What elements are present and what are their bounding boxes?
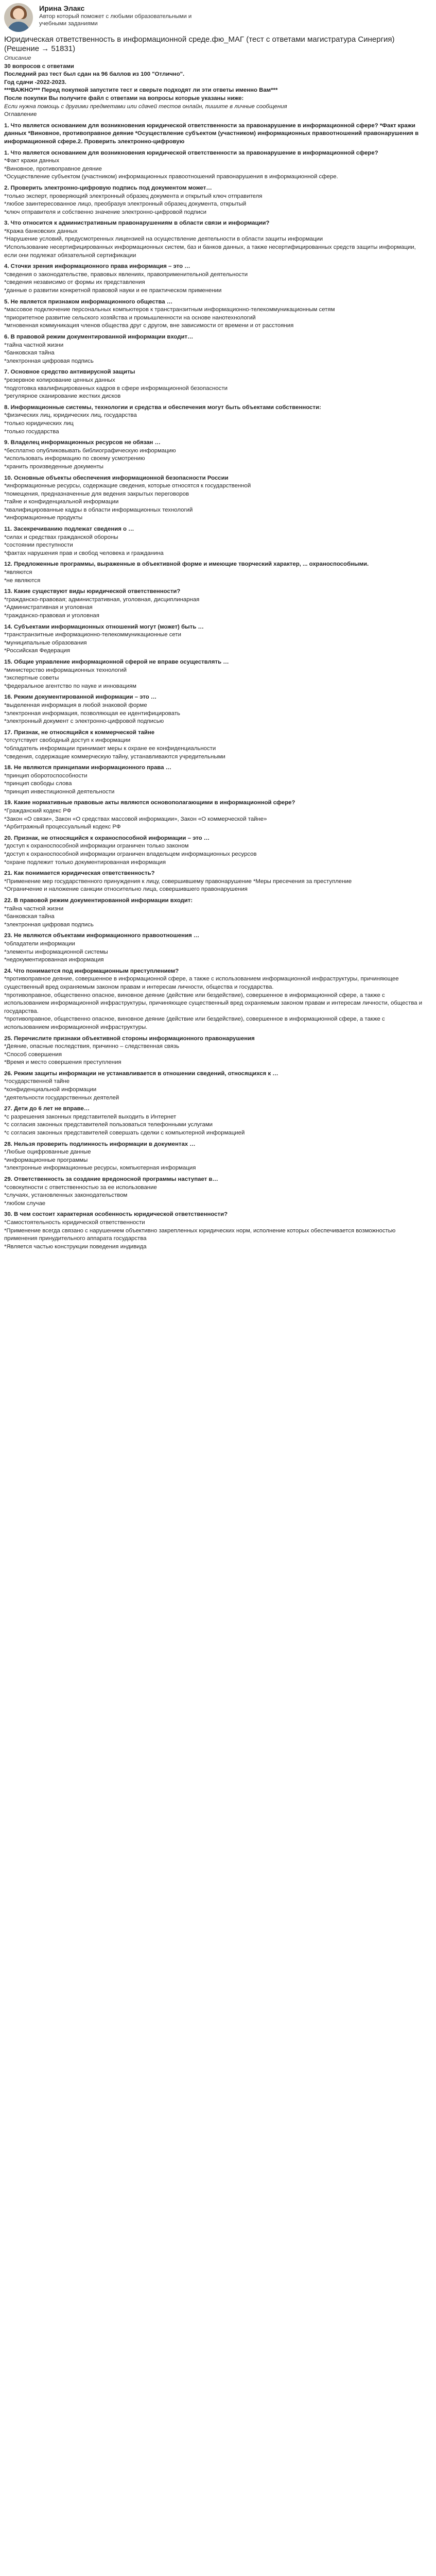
answer-option: *Ограничение и наложение санкции относительно лица, совершившего правонарушения xyxy=(4,886,248,893)
answer-option: *только эксперт, проверяющий электронный образец документа и открытый ключ отправителя xyxy=(4,193,263,199)
question-text: 11. Засекречиванию подлежат сведения о … xyxy=(4,526,134,533)
answer-option: *с согласия законных представителей пользоваться телефонными услугами xyxy=(4,1122,213,1128)
question-item xyxy=(4,1211,424,1251)
question-item xyxy=(4,404,424,436)
answer-option: *Нарушение условий, предусмотренных лицензией на осуществление деятельности в области защиты информации xyxy=(4,236,323,243)
author-name[interactable]: Ирина Элакс xyxy=(39,4,85,12)
answer-option: *обладатели информации xyxy=(4,940,75,947)
answer-option: *доступ к охраноспособной информации ограничен владельцем информационных ресурсов xyxy=(4,851,257,858)
answer-option: *деятельности государственных деятелей xyxy=(4,1094,119,1101)
question-item xyxy=(4,897,424,929)
answer-option: *муниципальные образования xyxy=(4,639,87,646)
author-block xyxy=(4,3,424,32)
question-text: 26. Режим защиты информации не устанавливается в отношении сведений, относящихся к … xyxy=(4,1070,278,1077)
answer-option: *Закон «О связи», Закон «О средствах массовой информации», Закон «О коммерческой тайне» xyxy=(4,816,267,822)
question-item xyxy=(4,932,424,964)
question-text: 9. Владелец информационных ресурсов не обязан … xyxy=(4,439,161,446)
question-item xyxy=(4,526,424,557)
author-description-line-2: учебными заданиями xyxy=(39,21,98,27)
answer-option: *противоправное деяние, совершенное в информационной сфере, а также с использованием информационной инфраструктуры, причиняющее существенный вред охраняемым законом правам и интересам личности, общества и государства. xyxy=(4,976,399,990)
answer-option: *принцип свободы слова xyxy=(4,781,72,787)
question-text: 19. Какие нормативные правовые акты являются основополагающими в информационной сфере? xyxy=(4,800,295,806)
question-text: 18. Не являются принципами информационного права … xyxy=(4,765,172,771)
question-text: 8. Информационные системы, технологии и средства и обеспечения могут быть объектами собственности: xyxy=(4,404,321,411)
answer-option: *информационные ресурсы, содержащие сведения, которые относятся к государственной xyxy=(4,483,251,489)
question-text: 2. Проверить электронно-цифровую подпись под документом может… xyxy=(4,184,212,191)
answer-option: *сведения о законодательстве, правовых явлениях, правоприменительной деятельности xyxy=(4,271,248,278)
answer-option: *с разрешения законных представителей выходить в Интернет xyxy=(4,1113,177,1120)
answer-option: *банковская тайна xyxy=(4,350,55,357)
question-text: 15. Общие управление информационной сферой не вправе осуществлять … xyxy=(4,658,229,665)
question-item xyxy=(4,1141,424,1173)
answer-option: *электронная цифровая подпись xyxy=(4,358,94,364)
intro-line: Год сдачи -2022-2023. xyxy=(4,79,66,86)
answer-option: *ключ отправителя и собственно значение электронно-цифровой подписи xyxy=(4,209,206,215)
page xyxy=(0,0,428,1259)
question-text: 14. Субъектами информационных отношений могут (может) быть … xyxy=(4,623,204,630)
intro-line: 30 вопросов с ответами xyxy=(4,63,74,70)
question-text: 1. Что является основанием для возникновения юридической ответственности за правонарушение в информационной сфере? *Факт кражи данных *Виновное, противоправное деяние *Осуществление субъектом (участником) информационных правоотношений правонарушения в информационной сфере.2. Проверить электронно-цифровую xyxy=(4,122,419,145)
answer-option: *регулярное сканирование жестких дисков xyxy=(4,393,121,400)
question-item xyxy=(4,623,424,655)
answer-option: *не являются xyxy=(4,577,41,584)
answer-option: *недокументированная информация xyxy=(4,957,104,963)
question-text: 7. Основное средство антивирусной защиты xyxy=(4,369,135,376)
answer-option: *сведения, содержащие коммерческую тайну, устанавливаются учредительными xyxy=(4,753,225,760)
answer-option: *подготовка квалифицированных кадров в сфере информационной безопасности xyxy=(4,385,228,392)
answer-option: *отсутствует свободный доступ к информации xyxy=(4,737,131,744)
answer-option: *только государства xyxy=(4,428,59,435)
question-text: 20. Признак, не относящийся к охраноспособной информации – это … xyxy=(4,835,210,841)
answer-option: *выделенная информация в любой знаковой форме xyxy=(4,702,147,708)
document-title: Юридическая ответственность в информационной среде.фю_МАГ (тест с ответами магистратура Синергия) (Решение → 51831) xyxy=(4,35,395,53)
answer-option: *только юридических лиц xyxy=(4,420,74,427)
question-text: 27. Дети до 6 лет не вправе… xyxy=(4,1106,90,1112)
answer-option: *хранить произведенные документы xyxy=(4,463,103,470)
intro-line: ***ВАЖНО*** Перед покупкой запустите тест и сверьте подходят ли эти ответы именно Вам*** xyxy=(4,87,278,94)
question-item xyxy=(4,149,424,181)
answer-option: *Арбитражный процессуальный кодекс РФ xyxy=(4,824,121,831)
answer-option: *обладатель информации принимает меры к охране ее конфиденциальности xyxy=(4,745,216,752)
question-item xyxy=(4,333,424,365)
answer-option: *Деяние, опасные последствия, причинно – следственная связь xyxy=(4,1043,180,1050)
question-text: 6. В правовой режим документированной информации входит… xyxy=(4,334,194,340)
answer-option: *тайна частной жизни xyxy=(4,342,64,348)
question-text: 30. В чем состоит характерная особенность юридической ответственности? xyxy=(4,1211,228,1218)
question-item xyxy=(4,1035,424,1067)
question-item xyxy=(4,729,424,761)
answer-option: *Любые оцифрованные данные xyxy=(4,1149,91,1156)
answer-option: *конфиденциальной информации xyxy=(4,1087,97,1093)
question-item xyxy=(4,693,424,725)
question-item xyxy=(4,184,424,216)
answer-option: *состоянии преступности xyxy=(4,542,73,549)
question-item xyxy=(4,263,424,295)
answer-option: *массовое подключение персональных компьютеров к транстранзитным информационно-телекоммуникационным сетям xyxy=(4,307,335,313)
question-item xyxy=(4,439,424,471)
answer-option: *Применение мер государственного принуждения к лицу, совершившему правонарушение *Меры пресечения за преступление xyxy=(4,878,352,885)
answer-option: *противоправное, общественно опасное, виновное деяние (действие или бездействие), совершенное в информационной сфере, а также с использованием информационной инфраструктуры. xyxy=(4,1016,385,1030)
answer-option: *любом случае xyxy=(4,1200,46,1207)
question-item xyxy=(4,561,424,585)
answer-option: *данные о развитии конкретной правовой науки и ее практическом применении xyxy=(4,287,222,294)
answer-option: *государственной тайне xyxy=(4,1078,70,1085)
question-text: 12. Предложенные программы, выраженные в объективной форме и имеющие творческий характер, ... охраноспособными. xyxy=(4,561,369,568)
question-text: 29. Ответственность за создание вредоносной программы наступает в… xyxy=(4,1176,218,1182)
answer-option: *Российская Федерация xyxy=(4,648,71,654)
answer-option: *банковская тайна xyxy=(4,913,55,920)
question-text: 3. Что относится к административным правонарушениям в области связи и информации? xyxy=(4,220,270,227)
answer-option: *принцип оборотоспособности xyxy=(4,772,88,779)
answer-option: *принцип инвестиционной деятельности xyxy=(4,788,115,795)
answer-option: *резервное копирование ценных данных xyxy=(4,377,115,383)
answer-option: *приоритетное развитие сельского хозяйства и промышленности на основе нанотехнологий xyxy=(4,314,256,321)
intro-line: Последний раз тест был сдан на 96 баллов из 100 "Отлично". xyxy=(4,71,185,78)
answer-option: *элементы информационной системы xyxy=(4,948,108,955)
intro-line: Оглавление xyxy=(4,111,37,118)
question-text: 1. Что является основанием для возникновения юридической ответственности за правонарушение в информационной сфере? xyxy=(4,149,378,156)
questions-list xyxy=(4,122,424,1251)
answer-option: *Факт кражи данных xyxy=(4,158,60,164)
answer-option: *бесплатно опубликовывать библиографическую информацию xyxy=(4,447,176,454)
question-item xyxy=(4,870,424,894)
question-text: 21. Как понимается юридическая ответственность? xyxy=(4,870,155,877)
question-item xyxy=(4,658,424,690)
answer-option: *федеральное агентство по науке и инновациям xyxy=(4,683,136,689)
answer-option: *физических лиц, юридических лиц, государства xyxy=(4,412,137,419)
answer-option: *Самостоятельность юридической ответственности xyxy=(4,1219,145,1226)
answer-option: *экспертные советы xyxy=(4,675,59,682)
answer-option: *помещения, предназначенные для ведения закрытых переговоров xyxy=(4,490,189,497)
question-item xyxy=(4,298,424,330)
question-item xyxy=(4,835,424,867)
intro-line: После покупки Вы получите файл с ответами на вопросы которые указаны ниже: xyxy=(4,95,244,101)
answer-option: *с согласия законных представителей совершать сделки с компьютерной информацией xyxy=(4,1130,245,1137)
question-item xyxy=(4,1105,424,1137)
answer-option: *являются xyxy=(4,569,32,576)
question-item xyxy=(4,764,424,796)
answer-option: *Применение всегда связано с нарушением объективно закрепленных юридических норм, исполнение которых обеспечивается возможностью применения принудительного аппарата государства xyxy=(4,1227,396,1242)
question-item xyxy=(4,799,424,831)
answer-option: *случаях, установленных законодательством xyxy=(4,1192,128,1199)
answer-option: *тайне и конфиденциальной информации xyxy=(4,499,119,505)
answer-option: *Время и место совершения преступления xyxy=(4,1059,121,1066)
answer-option: *информационные программы xyxy=(4,1157,88,1163)
answer-option: *Гражданский кодекс РФ xyxy=(4,808,72,815)
author-description-line-1: Автор который поможет с любыми образовательными и xyxy=(39,13,192,20)
author-avatar[interactable] xyxy=(4,3,33,32)
author-info xyxy=(39,3,191,27)
answer-option: *фактах нарушения прав и свобод человека и гражданина xyxy=(4,550,164,556)
intro-block xyxy=(4,63,424,119)
question-item xyxy=(4,219,424,260)
answer-option: *противоправное, общественно опасное, виновное деяние (действие или бездействие), совершенное в информационной сфере, а также с использованием информационной инфраструктуры, причиняющее существенный вред охраняемым законом правам и интересам личности, общества и государства. xyxy=(4,992,423,1014)
question-item xyxy=(4,1070,424,1102)
intro-line: Если нужна помощь с другими предметами или сдачей тестов онлайн, пишите в личные сообщения xyxy=(4,103,287,110)
answer-option: *Является частью конструкции поведения индивида xyxy=(4,1243,147,1250)
question-text: 16. Режим документированной информации – это … xyxy=(4,694,157,701)
answer-option: *информационные продукты xyxy=(4,515,83,521)
answer-option: *электронный документ с электронно-цифровой подписью xyxy=(4,718,164,725)
answer-option: *охране подлежит только документированная информация xyxy=(4,859,166,866)
answer-option: *сведения независимо от формы их представления xyxy=(4,279,145,286)
answer-option: *электронные информационные ресурсы, компьютерная информация xyxy=(4,1165,196,1172)
question-text: 23. Не являются объектами информационного правоотношения … xyxy=(4,933,200,939)
answer-option: *силах и средствах гражданской обороны xyxy=(4,534,118,540)
question-text: 22. В правовой режим документированной информации входит: xyxy=(4,897,193,904)
answer-option: *электронная цифровая подпись xyxy=(4,921,94,928)
answer-option: *мгновенная коммуникация членов общества друг с другом, вне зависимости от времени и от расстояния xyxy=(4,323,294,329)
question-text: 25. Перечислите признаки объективной стороны информационного правонарушения xyxy=(4,1035,255,1042)
question-text: 13. Какие существуют виды юридической ответственности? xyxy=(4,588,181,595)
question-text: 28. Нельзя проверить подлинность информации в документах … xyxy=(4,1141,196,1147)
answer-option: *тайна частной жизни xyxy=(4,905,64,912)
question-text: 10. Основные объекты обеспечения информационной безопасности России xyxy=(4,474,229,481)
question-item xyxy=(4,474,424,523)
answer-option: *доступ к охраноспособной информации ограничен только законом xyxy=(4,843,189,850)
question-item xyxy=(4,968,424,1032)
answer-option: *Виновное, противоправное деяние xyxy=(4,165,102,172)
description-label: Описание xyxy=(4,55,31,61)
answer-option: *квалифицированные кадры в области информационных технологий xyxy=(4,506,193,513)
question-item xyxy=(4,122,424,146)
answer-option: *использовать информацию по своему усмотрению xyxy=(4,455,145,462)
answer-option: *Административная и уголовная xyxy=(4,604,93,611)
answer-option: *Осуществление субъектом (участником) информационных правоотношений правонарушения в информационной сфере. xyxy=(4,174,338,180)
question-text: 4. Сточки зрения информационного права информация – это … xyxy=(4,263,190,270)
answer-option: *гражданско-правовая; административная, уголовная, дисциплинарная xyxy=(4,596,200,603)
answer-option: *Использование несертифицированных информационных систем, баз и банков данных, а также несертифицированных средств защиты информации, если они подлежат обязательной сертификации xyxy=(4,244,416,259)
question-text: 17. Признак, не относящийся к коммерческой тайне xyxy=(4,729,155,736)
question-text: 5. Не является признаком информационного общества … xyxy=(4,298,173,305)
answer-option: *транстранзитные информационно-телекоммуникационные сети xyxy=(4,632,181,638)
answer-option: *любое заинтересованное лицо, преобразуя электронный образец документа, открытый xyxy=(4,201,247,208)
answer-option: *Кража банковских данных xyxy=(4,228,78,234)
question-item xyxy=(4,1176,424,1208)
answer-option: *электронная информация, позволяющая ее идентифицировать xyxy=(4,710,180,717)
question-item xyxy=(4,368,424,400)
answer-option: *гражданско-правовая и уголовная xyxy=(4,613,99,619)
question-text: 24. Что понимается под информационным преступлением? xyxy=(4,968,179,974)
answer-option: *совокупности с ответственностью за ее использование xyxy=(4,1184,157,1191)
answer-option: *Способ совершения xyxy=(4,1051,62,1058)
question-item xyxy=(4,588,424,620)
answer-option: *министерство информационных технологий xyxy=(4,667,127,673)
